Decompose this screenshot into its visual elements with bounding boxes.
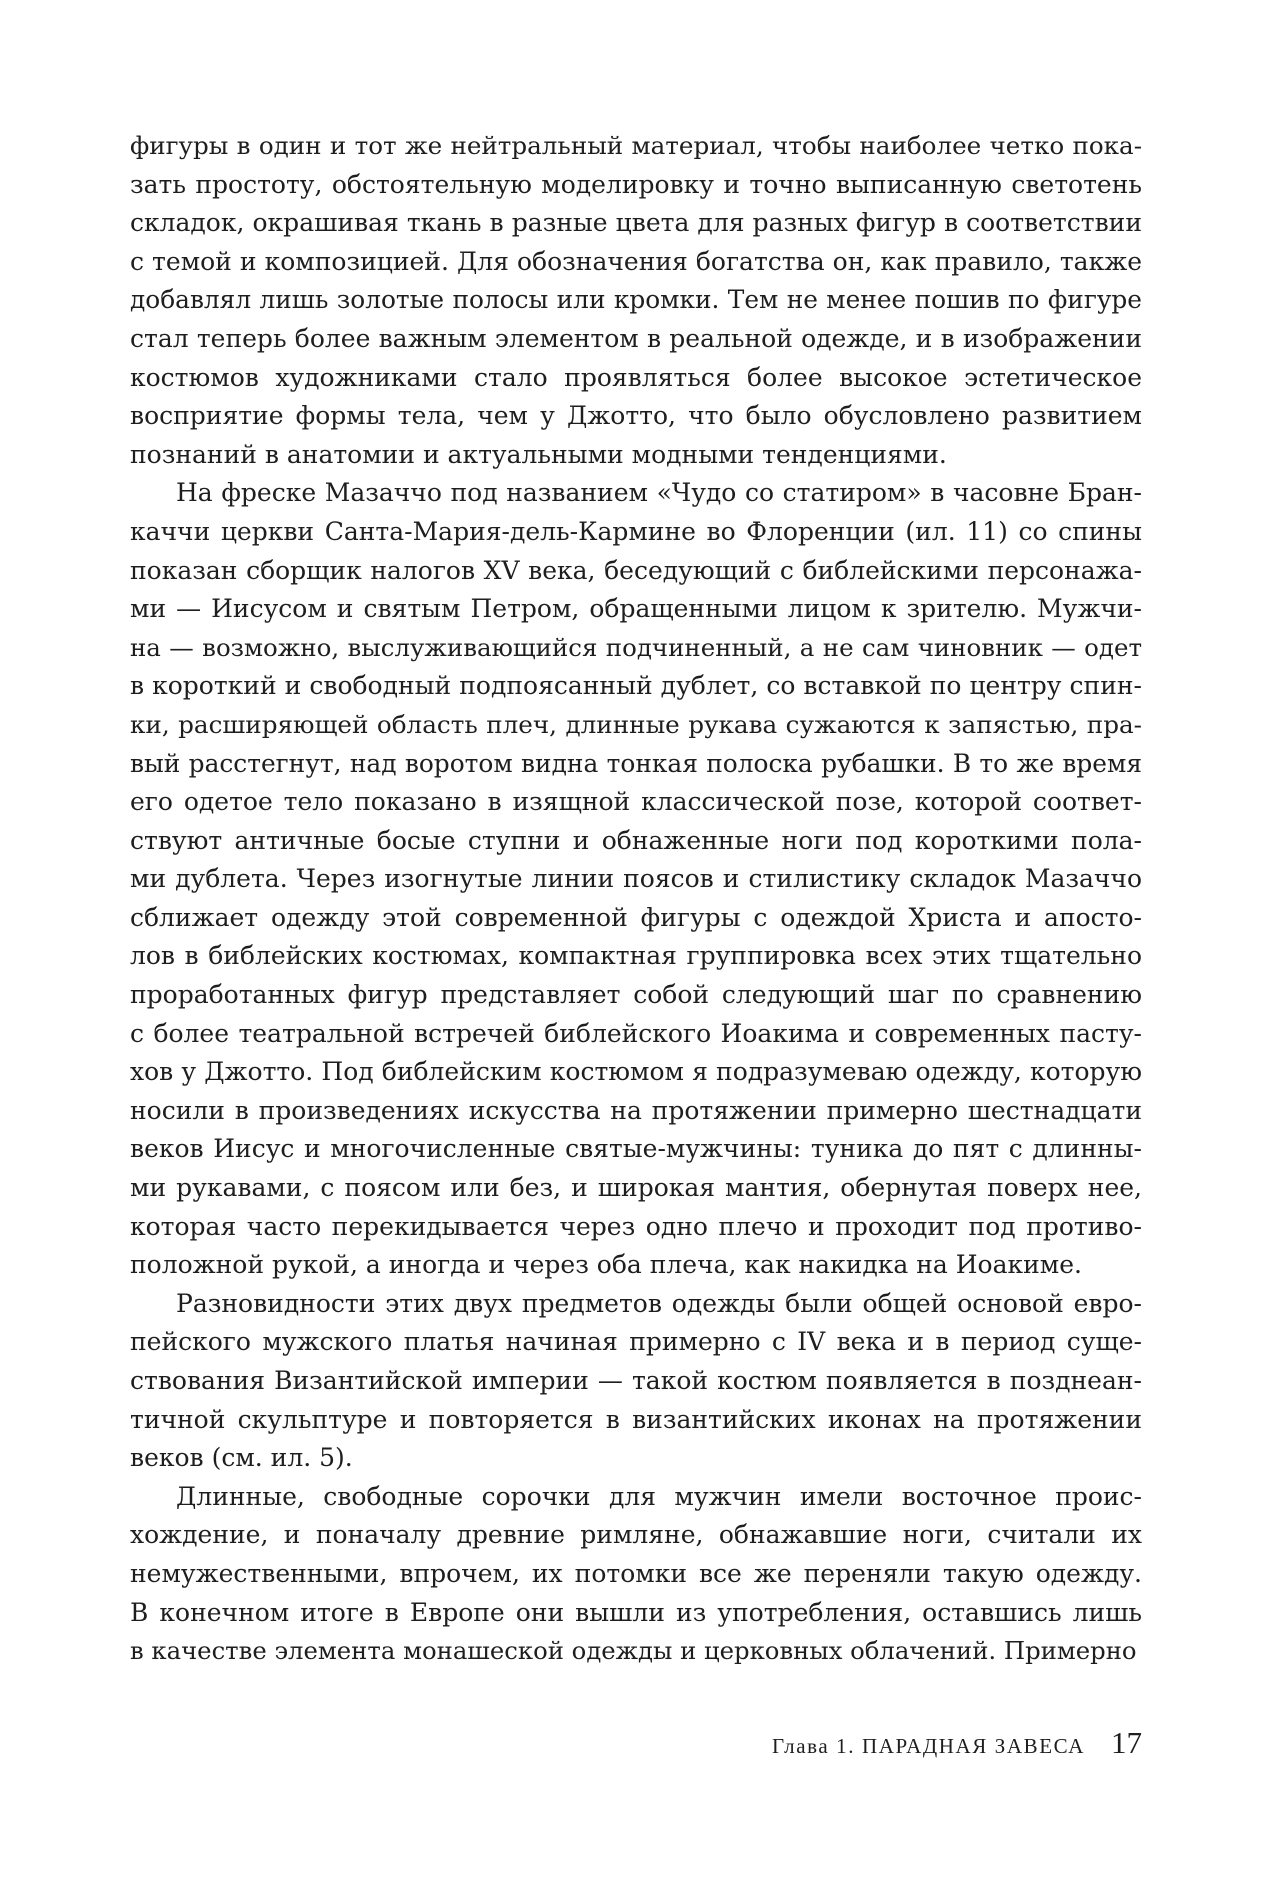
text-line: лов в библейских костюмах, компактная группировка всех этих тщательно (130, 941, 1142, 971)
text-line: ки, расширяющей область плеч, длинные рукава сужаются к запястью, пра- (130, 709, 1142, 739)
text-line: носили в произведениях искусства на протяжении примерно шестнадцати (130, 1095, 1142, 1125)
text-line: веков Иисус и многочисленные святые-мужчины: туника до пят с длинны- (130, 1134, 1142, 1164)
paragraph (130, 1478, 1142, 1671)
text-line: стал теперь более важным элементом в реальной одежде, и в изображении (130, 323, 1142, 353)
text-line: вый расстегнут, над воротом видна тонкая полоска рубашки. В то же время (130, 748, 1142, 778)
text-line: Длинные, свободные сорочки для мужчин имели восточное проис- (176, 1481, 1142, 1511)
text-line: костюмов художниками стало проявляться более высокое эстетическое (130, 362, 1142, 392)
text-line: которая часто перекидывается через одно плечо и проходит под противо- (130, 1211, 1142, 1241)
text-line: тичной скульптуре и повторяется в византийских иконах на протяжении (130, 1404, 1142, 1434)
text-line: на — возможно, выслуживающийся подчиненный, а не сам чиновник — одет (130, 632, 1142, 662)
paragraph (130, 127, 1142, 474)
text-line: в короткий и свободный подпоясанный дублет, со вставкой по центру спин- (130, 671, 1142, 701)
text-line: ствования Византийской империи — такой костюм появляется в позднеан- (130, 1366, 1142, 1395)
text-line: пейского мужского платья начиная примерно с IV века и в период суще- (130, 1327, 1142, 1357)
text-line: складок, окрашивая ткань в разные цвета для разных фигур в соответствии (130, 208, 1142, 238)
text-line: ми — Иисусом и святым Петром, обращенными лицом к зрителю. Мужчи- (130, 594, 1142, 624)
text-line: фигуры в один и тот же нейтральный материал, чтобы наиболее четко пока- (130, 131, 1142, 160)
text-line: добавлял лишь золотые полосы или кромки. Тем не менее пошив по фигуре (130, 285, 1142, 315)
text-line: Разновидности этих двух предметов одежды были общей основой евро- (176, 1288, 1142, 1318)
text-line: хов у Джотто. Под библейским костюмом я подразумеваю одежду, которую (130, 1057, 1142, 1087)
body-text (130, 127, 1142, 1671)
text-line: познаний в анатомии и актуальными модными тенденциями. (130, 439, 947, 469)
text-line: ми рукавами, с поясом или без, и широкая мантия, обернутая поверх нее, (130, 1173, 1142, 1203)
text-line: его одетое тело показано в изящной классической позе, которой соответ- (130, 787, 1142, 817)
text-line: На фреске Мазаччо под названием «Чудо со статиром» в часовне Бран- (176, 478, 1142, 508)
running-head: Глава 1. ПАРАДНАЯ ЗАВЕСА (771, 1734, 1085, 1758)
text-line: В конечном итоге в Европе они вышли из употребления, оставшись лишь (130, 1597, 1142, 1627)
paragraph (130, 1285, 1142, 1478)
text-line: положной рукой, а иногда и через оба плеча, как накидка на Иоакиме. (130, 1250, 1082, 1280)
text-line: показан сборщик налогов XV века, беседующий с библейскими персонажа- (130, 555, 1142, 585)
paragraph (130, 474, 1142, 1284)
text-line: ствуют античные босые ступни и обнаженные ноги под короткими пола- (130, 825, 1142, 855)
page-footer (130, 1725, 1142, 1765)
text-line: с темой и композицией. Для обозначения богатства он, как правило, также (130, 246, 1142, 276)
page-number: 17 (1111, 1725, 1142, 1760)
text-line: сближает одежду этой современной фигуры с одеждой Христа и апосто- (130, 902, 1142, 932)
text-line: ми дублета. Через изогнутые линии поясов и стилистику складок Мазаччо (130, 864, 1142, 894)
text-line: с более театральной встречей библейского Иоакима и современных пасту- (130, 1018, 1142, 1048)
text-line: восприятие формы тела, чем у Джотто, что было обусловлено развитием (130, 401, 1142, 431)
text-line: немужественными, впрочем, их потомки все же переняли такую одежду. (130, 1558, 1142, 1588)
text-line: веков (см. ил. 5). (130, 1443, 353, 1473)
text-line: в качестве элемента монашеской одежды и церковных облачений. Примерно (130, 1636, 1137, 1666)
text-line: зать простоту, обстоятельную моделировку и точно выписанную светотень (130, 169, 1142, 199)
text-line: проработанных фигур представляет собой следующий шаг по сравнению (130, 980, 1142, 1010)
text-line: каччи церкви Санта-Мария-дель-Кармине во Флоренции (ил. 11) со спины (130, 516, 1142, 546)
text-line: хождение, и поначалу древние римляне, обнажавшие ноги, считали их (130, 1520, 1142, 1550)
